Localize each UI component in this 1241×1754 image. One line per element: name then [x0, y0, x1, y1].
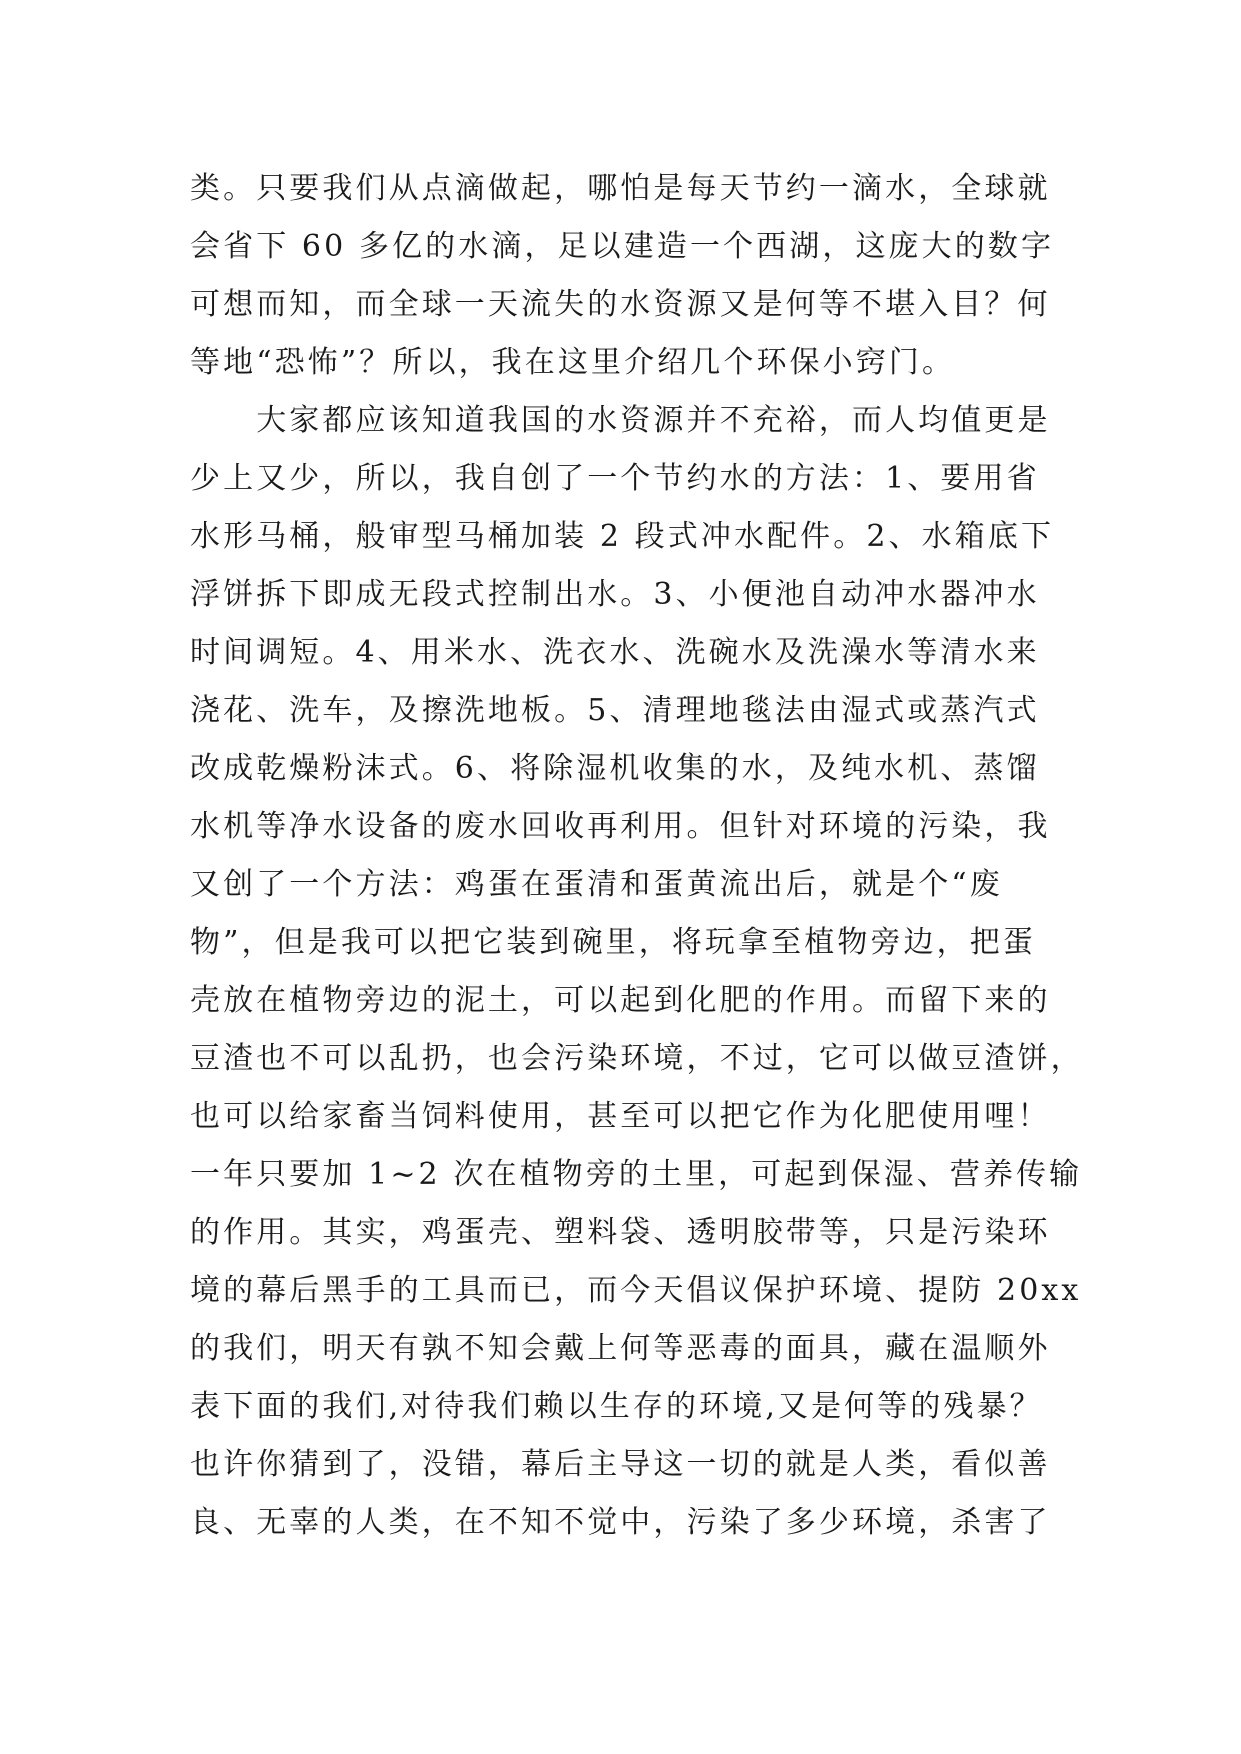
paragraph-start-line: 大家都应该知道我国的水资源并不充裕，而人均值更是: [190, 403, 1051, 438]
text-line: 物”，但是我可以把它装到碗里，将玩拿至植物旁边，把蛋: [190, 925, 1036, 960]
text-line: 会省下 60 多亿的水滴，足以建造一个西湖，这庞大的数字: [190, 229, 1055, 264]
text-line: 水形马桶，般审型马桶加装 2 段式冲水配件。2、水箱底下: [190, 519, 1055, 554]
text-line: 浇花、洗车，及擦洗地板。5、清理地毯法由湿式或蒸汽式: [190, 693, 1040, 728]
text-line: 改成乾燥粉沫式。6、将除湿机收集的水，及纯水机、蒸馏: [190, 751, 1040, 786]
text-line: 等地“恐怖”？所以，我在这里介绍几个环保小窍门。: [190, 345, 956, 380]
text-line: 良、无辜的人类，在不知不觉中，污染了多少环境，杀害了: [190, 1505, 1051, 1540]
text-line: 豆渣也不可以乱扔，也会污染环境，不过，它可以做豆渣饼，: [190, 1041, 1084, 1076]
text-line: 境的幕后黑手的工具而已，而今天倡议保护环境、提防 20xx: [190, 1273, 1082, 1308]
text-line: 类。只要我们从点滴做起，哪怕是每天节约一滴水，全球就: [190, 171, 1051, 206]
text-line: 一年只要加 1~2 次在植物旁的土里，可起到保湿、营养传输: [190, 1157, 1083, 1192]
text-line: 的我们，明天有孰不知会戴上何等恶毒的面具，藏在温顺外: [190, 1331, 1051, 1366]
text-line: 又创了一个方法：鸡蛋在蛋清和蛋黄流出后，就是个“废: [190, 867, 1003, 902]
text-line: 浮饼拆下即成无段式控制出水。3、小便池自动冲水器冲水: [190, 577, 1040, 612]
text-line: 时间调短。4、用米水、洗衣水、洗碗水及洗澡水等清水来: [190, 635, 1040, 670]
text-line: 可想而知，而全球一天流失的水资源又是何等不堪入目？何: [190, 287, 1051, 322]
text-line: 表下面的我们,对待我们赖以生存的环境,又是何等的残暴？: [190, 1389, 1043, 1424]
text-line: 也可以给家畜当饲料使用，甚至可以把它作为化肥使用哩！: [190, 1099, 1051, 1134]
body-text: [190, 160, 1084, 1552]
text-line: 也许你猜到了，没错，幕后主导这一切的就是人类，看似善: [190, 1447, 1051, 1482]
text-line: 壳放在植物旁边的泥土，可以起到化肥的作用。而留下来的: [190, 983, 1051, 1018]
text-line: 的作用。其实，鸡蛋壳、塑料袋、透明胶带等，只是污染环: [190, 1215, 1051, 1250]
text-line: 少上又少，所以，我自创了一个节约水的方法：1、要用省: [190, 461, 1040, 496]
text-line: 水机等净水设备的废水回收再利用。但针对环境的污染，我: [190, 809, 1051, 844]
